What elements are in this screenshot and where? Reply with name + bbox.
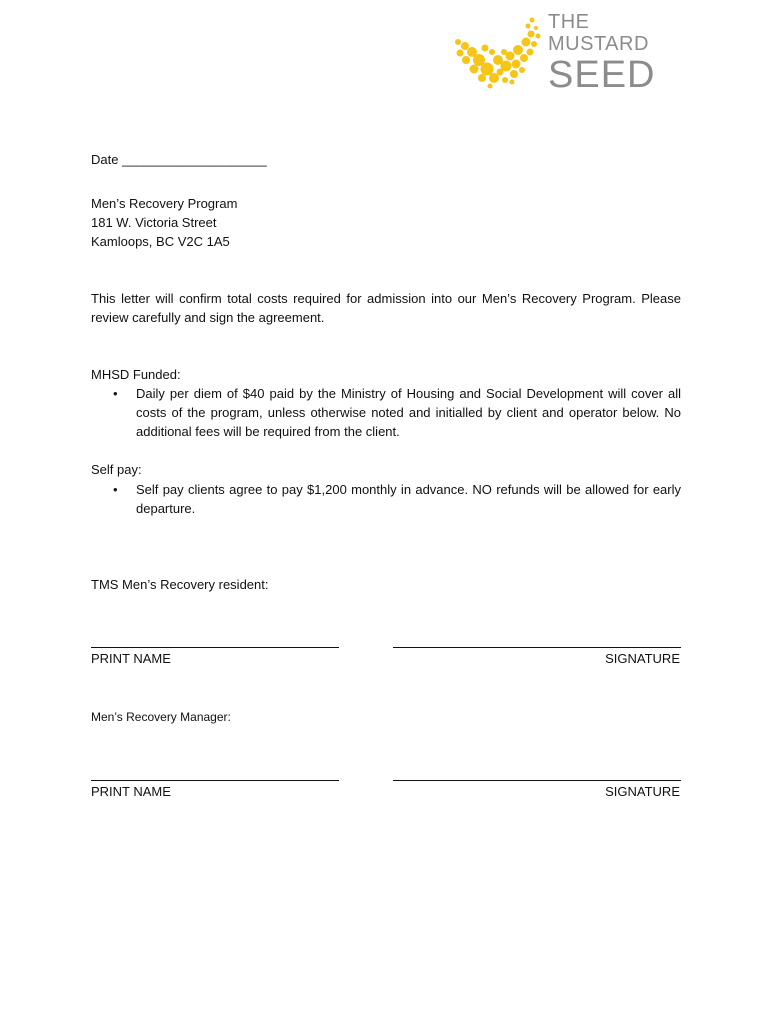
resident-print-name-line[interactable] bbox=[91, 647, 339, 648]
address-line-program: Men’s Recovery Program bbox=[91, 196, 238, 211]
address-line-city: Kamloops, BC V2C 1A5 bbox=[91, 234, 230, 249]
logo-line-seed: SEED bbox=[548, 54, 656, 96]
resident-print-name-label: PRINT NAME bbox=[91, 651, 171, 666]
logo-wordmark bbox=[548, 12, 655, 94]
selfpay-heading: Self pay: bbox=[91, 462, 142, 477]
manager-heading: Men’s Recovery Manager: bbox=[91, 710, 231, 724]
resident-signature-line[interactable] bbox=[393, 647, 681, 648]
manager-signature-line[interactable] bbox=[393, 780, 681, 781]
date-line bbox=[91, 150, 267, 169]
bullet-icon: • bbox=[113, 386, 118, 401]
selfpay-bullet-text: Self pay clients agree to pay $1,200 monthly in advance. NO refunds will be allowed for early departure. bbox=[136, 482, 681, 516]
intro-paragraph: This letter will confirm total costs required for admission into our Men’s Recovery Program. Please review carefully and sign the agreement. bbox=[91, 291, 681, 325]
mhsd-bullet-text: Daily per diem of $40 paid by the Ministry of Housing and Social Development will cover all costs of the program, unless otherwise noted and initialled by client and operator below. No additional fees will be required from the client. bbox=[136, 386, 681, 439]
resident-heading: TMS Men’s Recovery resident: bbox=[91, 577, 269, 592]
resident-signature-label: SIGNATURE bbox=[605, 651, 680, 666]
mhsd-heading: MHSD Funded: bbox=[91, 367, 181, 382]
manager-print-name-line[interactable] bbox=[91, 780, 339, 781]
list-item bbox=[111, 480, 681, 518]
date-label: Date bbox=[91, 152, 119, 167]
list-item bbox=[111, 384, 681, 441]
logo-line-the: THE bbox=[548, 11, 590, 33]
bullet-icon: • bbox=[113, 482, 118, 497]
manager-print-name-label: PRINT NAME bbox=[91, 784, 171, 799]
address-line-street: 181 W. Victoria Street bbox=[91, 215, 217, 230]
mhsd-bullet-list bbox=[111, 384, 681, 441]
logo-line-mustard: MUSTARD bbox=[548, 33, 649, 55]
manager-signature-label: SIGNATURE bbox=[605, 784, 680, 799]
selfpay-bullet-list bbox=[111, 480, 681, 518]
address-block bbox=[91, 194, 237, 251]
date-blank: ____________________ bbox=[122, 152, 267, 167]
